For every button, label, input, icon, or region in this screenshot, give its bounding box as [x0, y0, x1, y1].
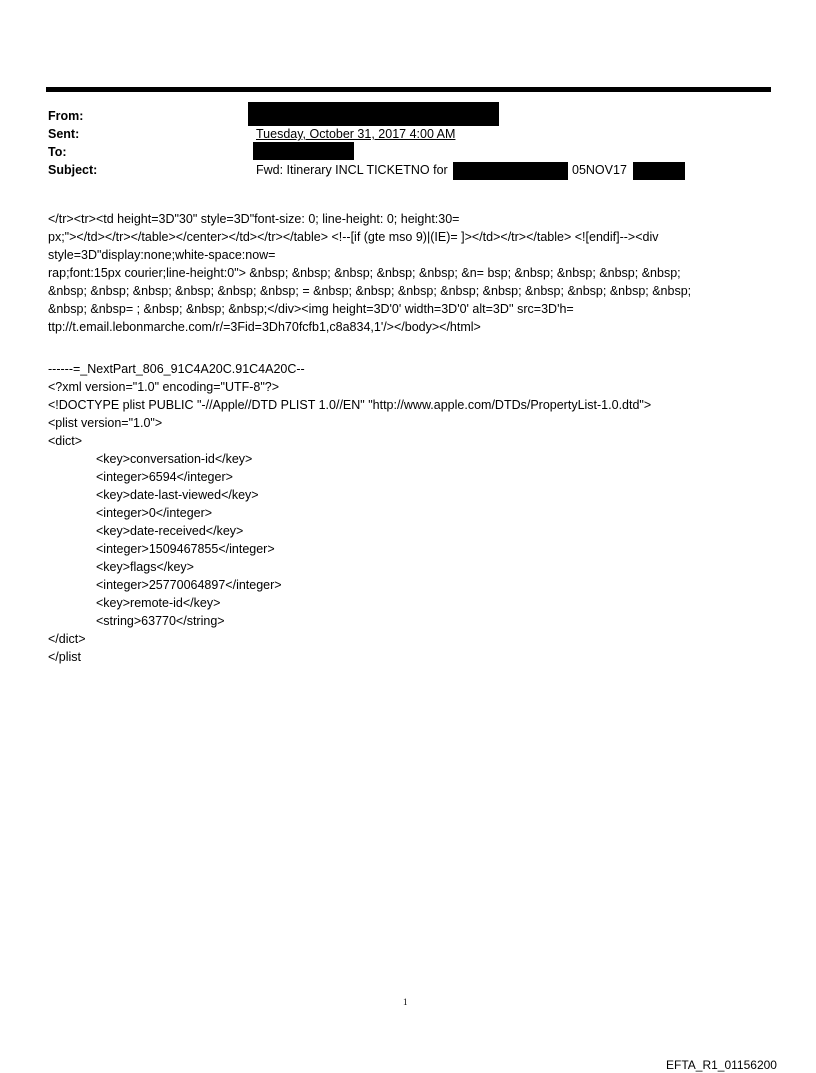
sent-label: Sent: — [48, 127, 80, 141]
plist-line: <?xml version="1.0" encoding="UTF-8"?> — [48, 380, 280, 394]
dict-entry: <integer>0</integer> — [96, 506, 213, 520]
plist-closing-line: </plist — [48, 650, 82, 664]
dict-entry: <integer>6594</integer> — [96, 470, 233, 484]
html-line: </tr><tr><td height=3D"30" style=3D"font-size: 0; line-height: 0; height:30= — [48, 212, 460, 226]
from-label: From: — [48, 109, 84, 123]
subject-redaction-2 — [633, 162, 685, 180]
html-line: &nbsp; &nbsp= ; &nbsp; &nbsp; &nbsp;</div><img height=3D'0' width=3D'0' alt=3D'' src=3D'h= — [48, 302, 574, 316]
plist-line: ------=_NextPart_806_91C4A20C.91C4A20C-- — [48, 362, 305, 376]
sent-value: Tuesday, October 31, 2017 4:00 AM — [256, 127, 456, 141]
to-label: To: — [48, 145, 67, 159]
plist-line: <dict> — [48, 434, 83, 448]
dict-entry: <key>date-last-viewed</key> — [96, 488, 259, 502]
dict-entry: <string>63770</string> — [96, 614, 225, 628]
from-redaction — [248, 102, 499, 126]
html-fragment-block — [48, 210, 691, 336]
dict-entry: <integer>25770064897</integer> — [96, 578, 282, 592]
plist-line: <!DOCTYPE plist PUBLIC "-//Apple//DTD PLIST 1.0//EN" "http://www.apple.com/DTDs/PropertyList-1.0.dtd"> — [48, 398, 652, 412]
html-line: px;"></td></tr></table></center></td></tr></table> <!--[if (gte mso 9)|(IE)= ]></td></tr></table> <![endif]--><div — [48, 230, 659, 244]
plist-closing-line: </dict> — [48, 632, 86, 646]
subject-redaction-1 — [453, 162, 568, 180]
to-redaction — [253, 142, 354, 160]
html-line: &nbsp; &nbsp; &nbsp; &nbsp; &nbsp; &nbsp; = &nbsp; &nbsp; &nbsp; &nbsp; &nbsp; &nbsp; &nbsp; &nbsp; &nbsp; — [48, 284, 692, 298]
subject-prefix: Fwd: Itinerary INCL TICKETNO for — [256, 163, 448, 177]
plist-block — [48, 360, 651, 666]
dict-entry: <integer>1509467855</integer> — [96, 542, 275, 556]
dict-entry: <key>remote-id</key> — [96, 596, 221, 610]
page-number: 1 — [403, 997, 408, 1007]
dict-entry: <key>flags</key> — [96, 560, 194, 574]
plist-line: <plist version="1.0"> — [48, 416, 163, 430]
bates-number: EFTA_R1_01156200 — [666, 1058, 777, 1072]
dict-entry: <key>conversation-id</key> — [96, 452, 253, 466]
header-rule — [46, 87, 771, 92]
subject-date: 05NOV17 — [572, 163, 627, 177]
html-line: ttp://t.email.lebonmarche.com/r/=3Fid=3Dh70fcfb1,c8a834,1'/></body></html> — [48, 320, 481, 334]
html-line: rap;font:15px courier;line-height:0"> &nbsp; &nbsp; &nbsp; &nbsp; &nbsp; &n= bsp; &nbsp; &nbsp; &nbsp; &nbsp; — [48, 266, 681, 280]
subject-label: Subject: — [48, 163, 98, 177]
html-line: style=3D"display:none;white-space:now= — [48, 248, 276, 262]
dict-entry: <key>date-received</key> — [96, 524, 244, 538]
